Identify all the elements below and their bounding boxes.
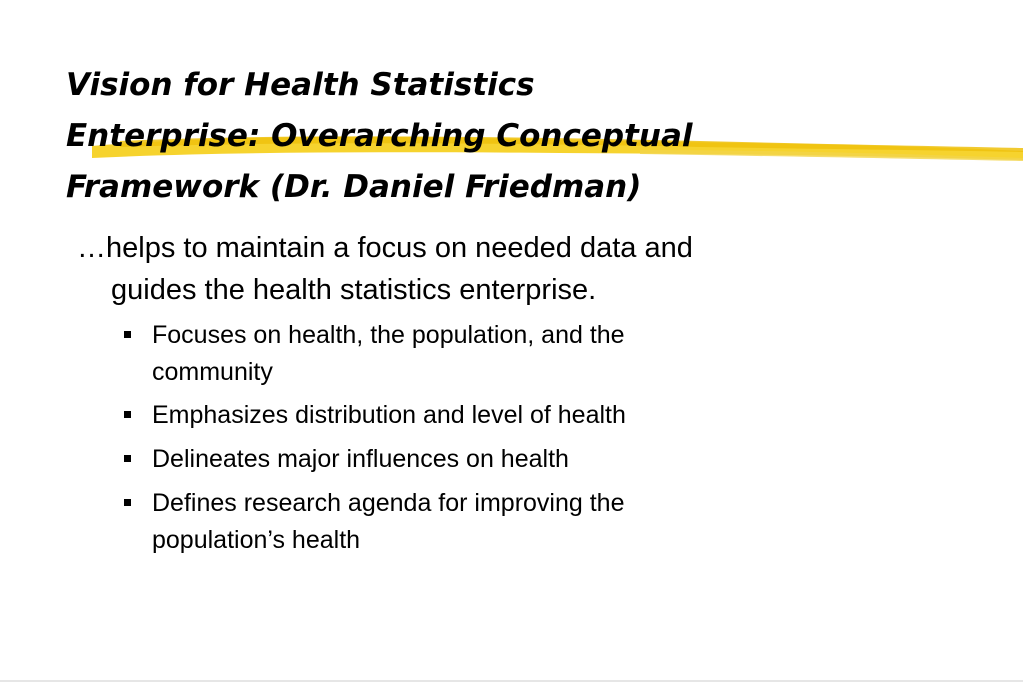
slide-title-line: Vision for Health Statistics bbox=[66, 67, 535, 103]
slide-title-line: Framework (Dr. Daniel Friedman) bbox=[66, 169, 642, 205]
bullet-line: Delineates major influences on health bbox=[152, 445, 569, 473]
bullet-line: Defines research agenda for improving the bbox=[152, 489, 625, 517]
lead-line: …helps to maintain a focus on needed data and bbox=[77, 232, 693, 264]
bullet-line: Emphasizes distribution and level of health bbox=[152, 401, 626, 429]
slide-title-line: Enterprise: Overarching Conceptual bbox=[66, 118, 693, 154]
bullet-item bbox=[124, 485, 824, 559]
bullet-text bbox=[124, 397, 824, 434]
bullet-square-icon bbox=[124, 411, 131, 418]
bullet-text bbox=[124, 317, 824, 391]
bullet-text bbox=[124, 441, 824, 478]
bullet-square-icon bbox=[124, 331, 131, 338]
bullet-square-icon bbox=[124, 499, 131, 506]
lead-paragraph bbox=[77, 227, 857, 311]
bullet-line: population’s health bbox=[152, 526, 361, 554]
bullet-item bbox=[124, 317, 824, 391]
bullet-line: community bbox=[152, 358, 273, 386]
bullet-item bbox=[124, 441, 824, 478]
lead-line: guides the health statistics enterprise. bbox=[111, 274, 597, 306]
bullet-line: Focuses on health, the population, and the bbox=[152, 321, 625, 349]
bullet-text bbox=[124, 485, 824, 559]
bullet-item bbox=[124, 397, 824, 434]
bullet-square-icon bbox=[124, 455, 131, 462]
